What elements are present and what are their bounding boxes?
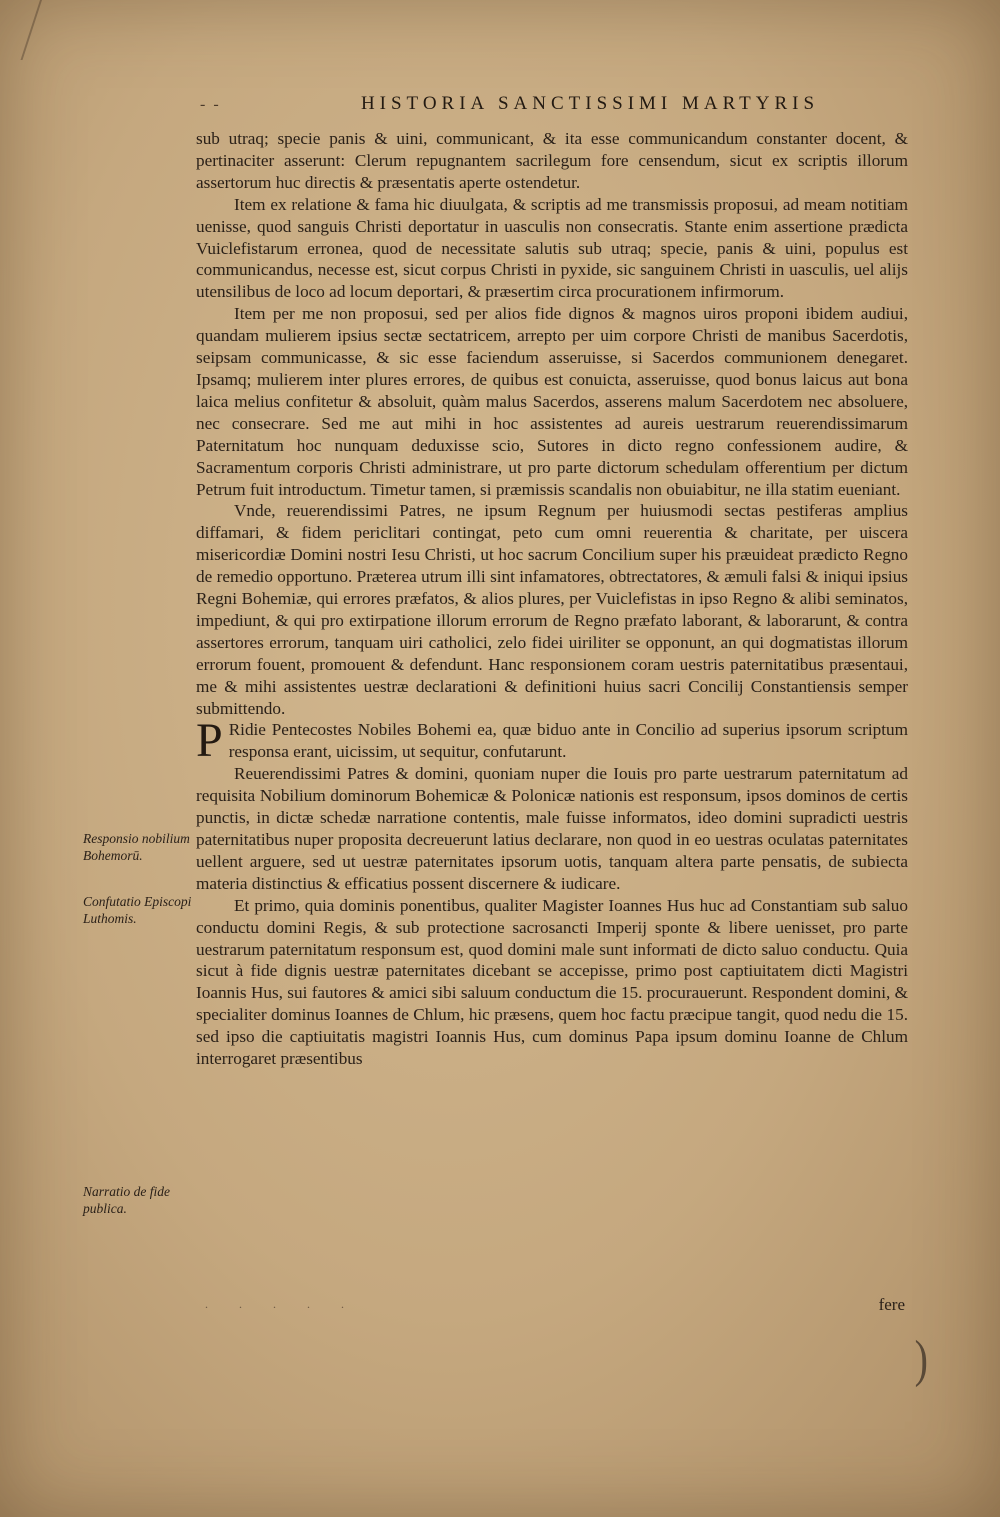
catchword: fere	[878, 1295, 905, 1314]
paragraph-pridie	[196, 714, 908, 768]
running-head	[200, 93, 900, 115]
paragraph-reuerendissimi: Reuerendissimi Patres & domini, quoniam nuper die Iouis pro parte uestrarum paternitatum ad requisita Nobilium dominorum Bohemicæ & Polonicæ nationis est responsum, ipsos dominos de certis punctis, in dictæ schedæ narratione contentis, male fuisse informatos, ideo domini supradicti uestris paternitatibus nuper proposita decreuerunt latius declarare, non quod in eo uestras oculatas paternitates uellent arguere, sed ut uestræ paternitates ipsorum uotis, tanquam altera parte pensatis, de subiecta materia distinctius & efficatius possent discernere & iudicare.	[196, 764, 908, 893]
paragraph-continuation: sub utraq; specie panis & uini, communicant, & ita esse communicandum constanter docent, & pertinaciter asserunt: Clerum repugnantem sacrilegum fore censendum, sicut ex scriptis illorum assertorum huc directis & præsentatis aperte ostendetur.	[196, 129, 908, 192]
paragraph-unde: Vnde, reuerendissimi Patres, ne ipsum Regnum per huiusmodi sectas pestiferas amplius diffamari, & fidem periclitari contingat, peto cum omni reuerentia & charitate, per uiscera misericordiæ Domini nostri Iesu Christi, ut hoc sacrum Concilium super his præuideat prædicto Regno de remedio opportuno. Præterea utrum illi sint infamatores, obtrectatores, & æmuli falsi & iniqui ipsius Regni Bohemiæ, qui errores præfatos, & alios plures, per Vuiclefistas in ipso Regno & alibi seminatos, impediunt, & qui pro extirpatione illorum errorum de Regno præfato laborant, & laborarunt, & contra assertores errorum, tanquam uiri catholici, zelo fidei uiriliter se opponunt, an qui dogmatistas illorum errorum fouent, promouent & defendunt. Hanc responsionem coram uestris paternitatibus præsentaui, me & mihi assistentes uestræ declarationi & definitioni huius sacri Concilij Constantiensis semper submittendo.	[196, 501, 908, 718]
paragraph-item-per-me: Item per me non proposui, sed per alios fide dignos & magnos uiros proponi ibidem audiui, quandam mulierem ipsius sectæ sectatricem, arrepto per uim corpore Christi de manibus Sacerdotis, seipsam communicasse, & sic esse faciendum asseruisse, si Sacerdos communionem denegaret. Ipsamq; mulierem inter plures errores, de quibus est conuicta, asseruisse, quod bonus laicus aut bona laica melius confitetur & absoluit, quàm malus Sacerdos, asserens malum Sacerdotem nec absoluere, nec consecrare. Sed me aut mihi in hoc assistentes ad aureis uestrarum reuerendissimarum Paternitatum hoc nunquam deduxisse scio, Sutores in dicto regno confessionem audire, & Sacramentum corporis Christi administrare, ut pro parte dictorum schedulam offerentium per dictum Petrum fuit introductum. Timetur tamen, si præmissis scandalis non obuiabitur, ne illa statim eueniant.	[196, 304, 908, 499]
page-corner-fold	[0, 0, 42, 60]
margin-note-confutatio: Confutatio Episcopi Luthomis.	[83, 894, 192, 926]
margin-note-responsio: Responsio nobilium Bohemorū.	[83, 831, 190, 863]
folio-marks: - -	[200, 96, 221, 113]
margin-bracket-mark: )	[914, 1329, 928, 1388]
body-text	[196, 128, 908, 1070]
running-title: HISTORIA SANCTISSIMI MARTYRIS	[360, 93, 820, 114]
paragraph-item-relatione: Item ex relatione & fama hic diuulgata, & scriptis ad me transmissis proposui, ad meam notitiam uenisse, quod sanguis Christi deportatur in uasculis non consecratis. Stante enim assertione prædicta Vuiclefistarum erronea, quod de necessitate salutis sub utraq; specie, panis & uini, populus est communicandus, necesse est, sicut corpus Christi in pyxide, sic sanguinem Christi in uasculis, uel alijs utensilibus de loco ad locum deportari, & præsertim circa procurationem infirmorum.	[196, 194, 908, 302]
paragraph-et-primo: Et primo, quia dominis ponentibus, qualiter Magister Ioannes Hus huc ad Constantiam sub saluo conductu domini Regis, & sub protectione sacrosancti Imperij sponte & libere uenisset, pro parte uestrarum paternitatum responsum est, quod domini male sunt informati de dicto saluo conductu. Quia sicut à fide dignis uestræ paternitates dicebant se accepisse, primo post captiuitatem dicti Magistri Ioannis Hus, sui fautores & amici sibi saluum conductum die 15. procurauerunt. Respondent domini, & specialiter dominus Ioannes de Chlum, hic præsens, quem hoc factu præcipue tangit, quod nedu die 15. sed ipso die captiuitatis magistri Ioannis Hus, cum dominus Papa ipsum dominu Ioanne de Chlum interrogaret præsentibus	[196, 895, 908, 1069]
margin-note-narratio: Narratio de fide publica.	[83, 1184, 170, 1216]
paragraph-pridie-text: Ridie Pentecostes Nobiles Bohemi ea, quæ biduo ante in Concilio ad superius ipsorum scriptum responsa erant, uicissim, ut sequitur, confutarunt.	[228, 720, 908, 762]
drop-cap: P	[196, 714, 223, 768]
footer-smudge: . . . . .	[205, 1297, 358, 1311]
